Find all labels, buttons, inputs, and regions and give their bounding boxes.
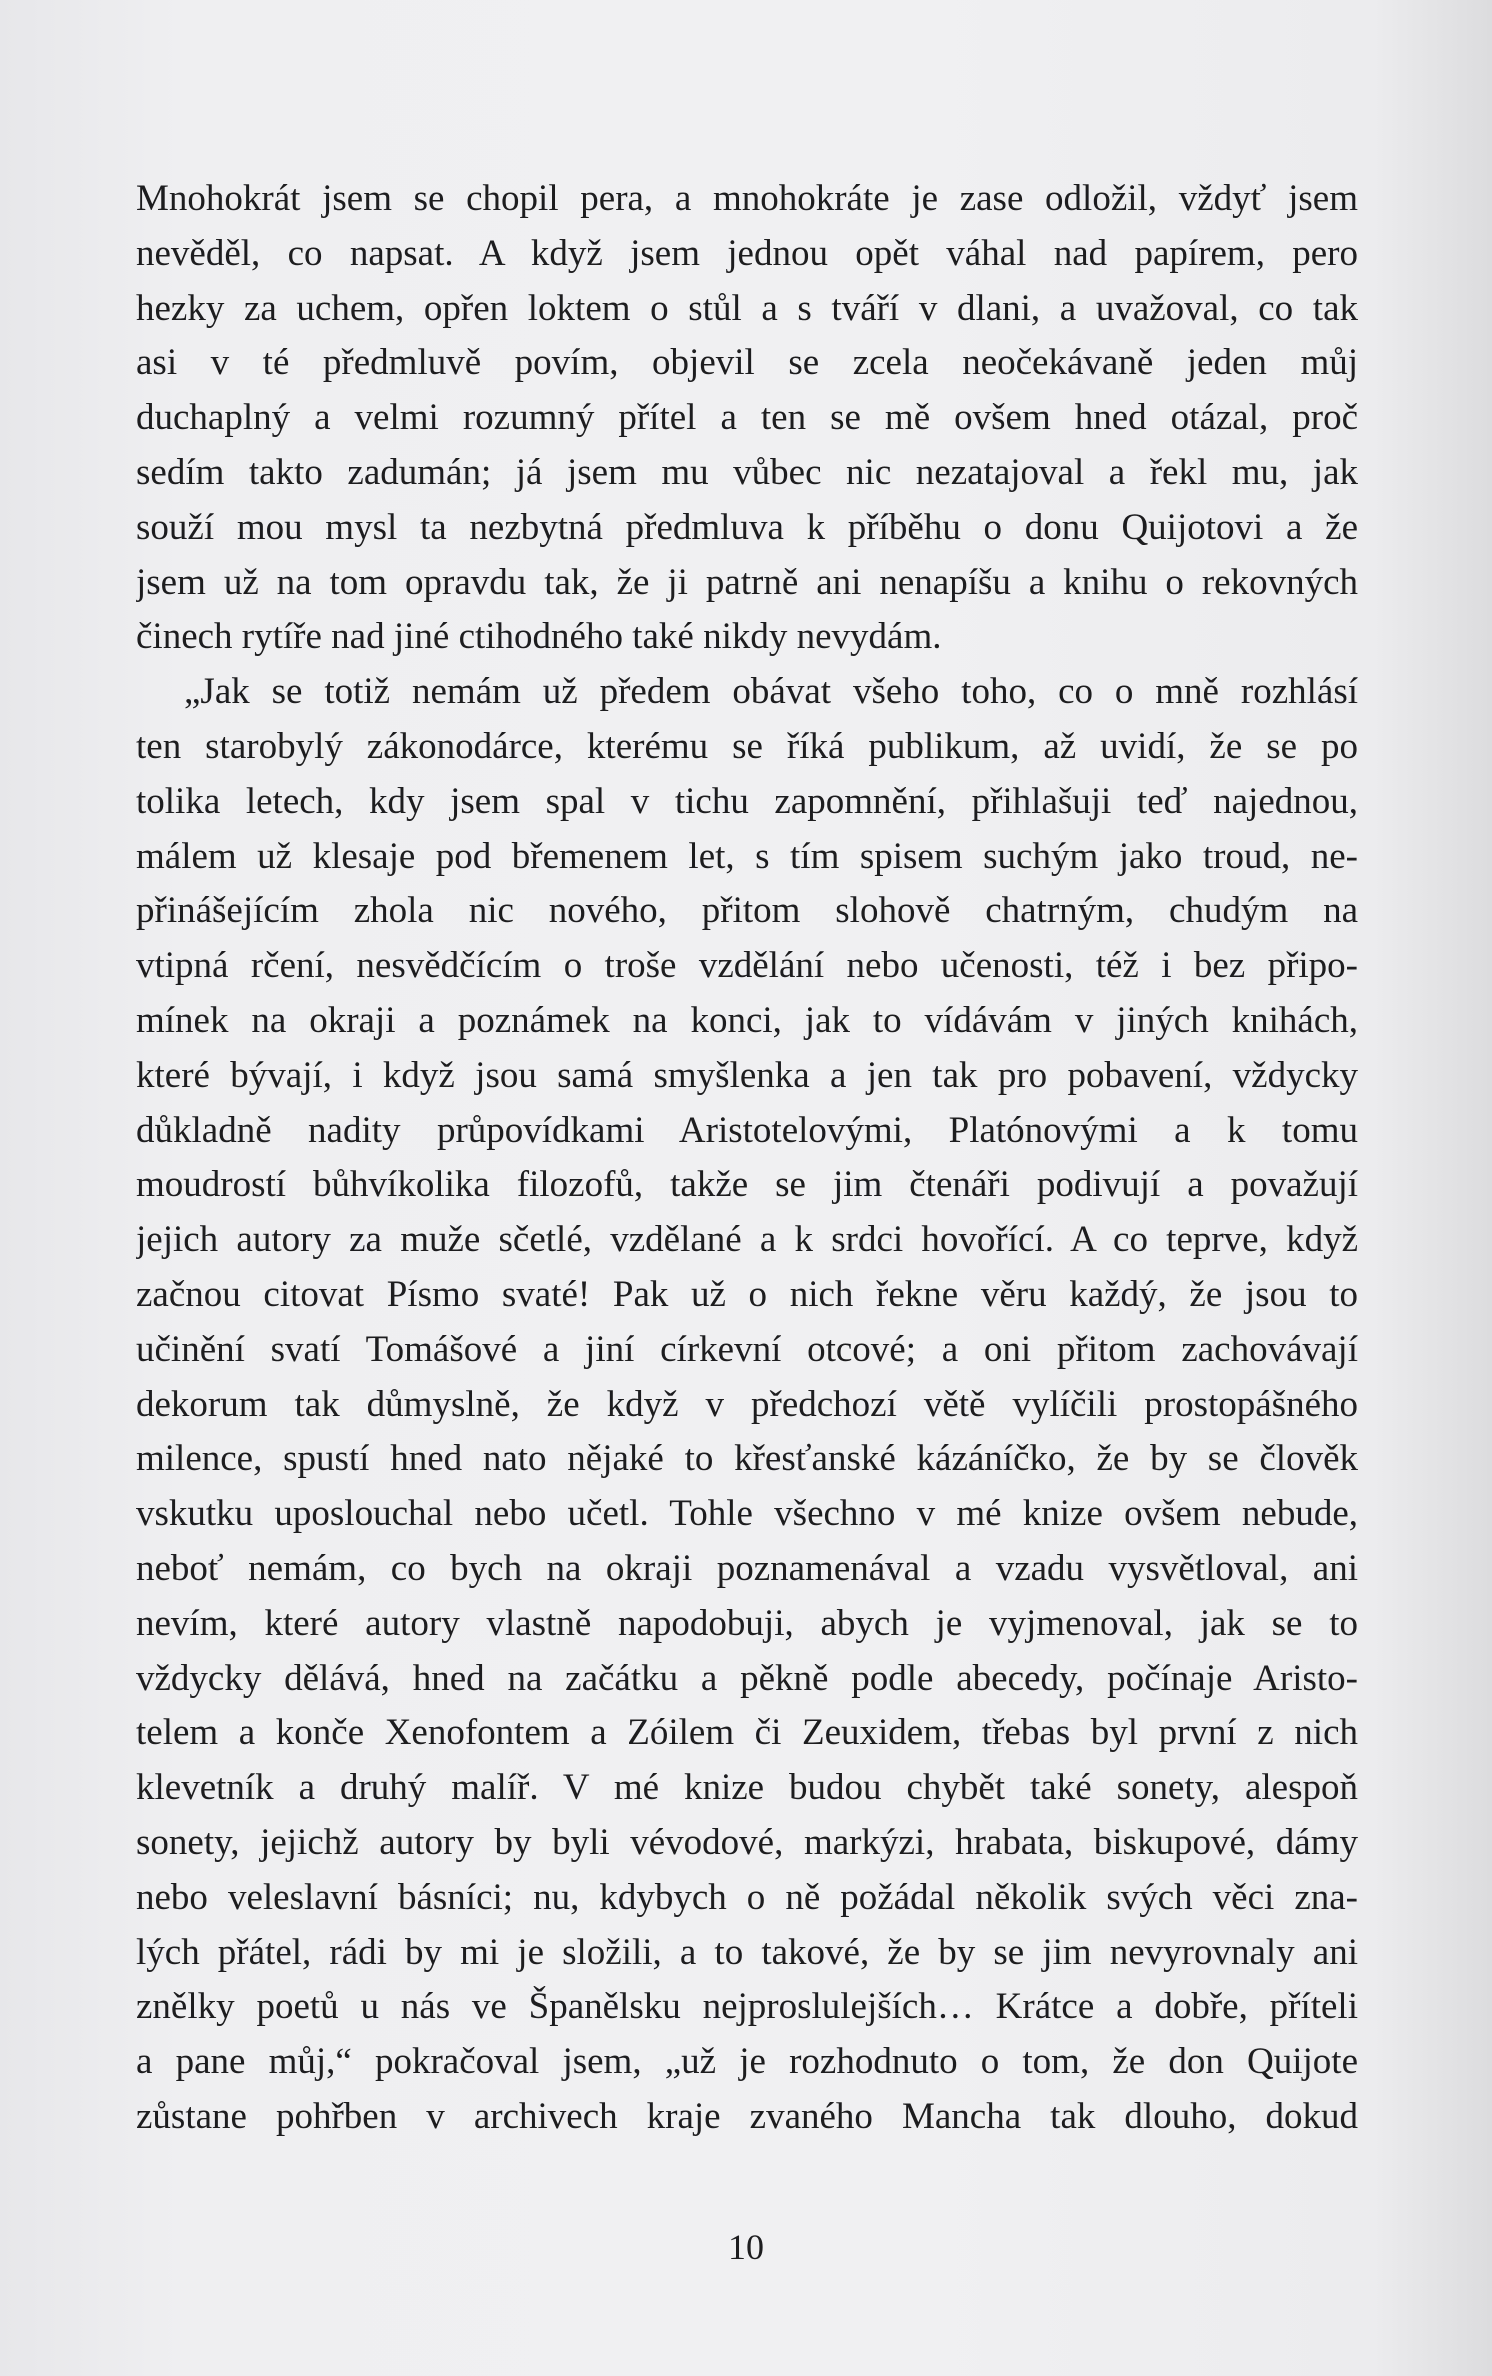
text-line: hezky za uchem, opřen loktem o stůl a s tváří v dlani, a uvažoval, co tak: [136, 287, 1358, 329]
paragraph-start-line: „Jak se totiž nemám už předem obávat všeho toho, co o mně rozhlásí: [184, 671, 1358, 713]
text-line: málem už klesaje pod břemenem let, s tím spisem suchým jako troud, ne-: [136, 835, 1358, 877]
text-line: moudrostí bůhvíkolika filozofů, takže se jim čtenáři podivují a považují: [136, 1164, 1358, 1206]
text-line: duchaplný a velmi rozumný přítel a ten se mě ovšem hned otázal, proč: [136, 397, 1358, 439]
text-line: sonety, jejichž autory by byli vévodové, markýzi, hrabata, biskupové, dámy: [136, 1821, 1358, 1863]
text-line: nebo veleslavní básníci; nu, kdybych o ně požádal několik svých věci zna-: [136, 1876, 1358, 1918]
text-line: a pane můj,“ pokračoval jsem, „už je rozhodnuto o tom, že don Quijote: [136, 2041, 1358, 2083]
text-line: tolika letech, kdy jsem spal v tichu zapomnění, přihlašuji teď najednou,: [136, 780, 1358, 822]
text-line: ten starobylý zákonodárce, kterému se říká publikum, až uvidí, že se po: [136, 725, 1358, 767]
text-line: učinění svatí Tomášové a jiní církevní otcové; a oni přitom zachovávají: [136, 1328, 1358, 1370]
text-line: Mnohokrát jsem se chopil pera, a mnohokráte je zase odložil, vždyť jsem: [136, 178, 1358, 219]
text-line: zůstane pohřben v archivech kraje zvaného Mancha tak dlouho, dokud: [136, 2095, 1358, 2137]
text-line: neboť nemám, co bych na okraji poznamenával a vzadu vysvětloval, ani: [136, 1547, 1358, 1589]
page-number: 10: [728, 2227, 764, 2267]
text-line: milence, spustí hned nato nějaké to křesťanské kázáníčko, že by se člověk: [136, 1438, 1358, 1480]
text-line: začnou citovat Písmo svaté! Pak už o nich řekne věru každý, že jsou to: [136, 1273, 1358, 1315]
text-line: souží mou mysl ta nezbytná předmluva k příběhu o donu Quijotovi a že: [136, 506, 1358, 548]
text-line: mínek na okraji a poznámek na konci, jak to vídávám v jiných knihách,: [136, 999, 1358, 1041]
text-line: vtipná rčení, nesvědčícím o troše vzdělání nebo učenosti, též i bez připo-: [136, 945, 1358, 987]
paragraph-end-line: činech rytíře nad jiné ctihodného také nikdy nevydám.: [136, 616, 942, 658]
text-line: důkladně nadity průpovídkami Aristotelovými, Platónovými a k tomu: [136, 1109, 1358, 1151]
text-line: lých přátel, rádi by mi je složili, a to takové, že by se jim nevyrovnaly ani: [136, 1931, 1358, 1973]
text-line: jsem už na tom opravdu tak, že ji patrně ani nenapíšu a knihu o rekovných: [136, 561, 1358, 603]
text-line: klevetník a druhý malíř. V mé knize budou chybět také sonety, alespoň: [136, 1767, 1358, 1809]
text-line: nevěděl, co napsat. A když jsem jednou opět váhal nad papírem, pero: [136, 232, 1358, 274]
text-line: sedím takto zadumán; já jsem mu vůbec nic nezatajoval a řekl mu, jak: [136, 451, 1358, 493]
text-line: dekorum tak důmyslně, že když v předchozí větě vylíčili prostopášného: [136, 1383, 1358, 1425]
text-line: přinášejícím zhola nic nového, přitom slohově chatrným, chudým na: [136, 890, 1358, 932]
body-text: [136, 172, 1358, 2145]
text-line: asi v té předmluvě povím, objevil se zcela neočekávaně jeden můj: [136, 342, 1358, 384]
text-line: které bývají, i když jsou samá smyšlenka a jen tak pro pobavení, vždycky: [136, 1054, 1358, 1096]
text-line: nevím, které autory vlastně napodobuji, abych je vyjmenoval, jak se to: [136, 1602, 1358, 1644]
text-line: jejich autory za muže sčetlé, vzdělané a k srdci hovořící. A co teprve, když: [136, 1219, 1358, 1261]
text-line: vskutku uposlouchal nebo učetl. Tohle všechno v mé knize ovšem nebude,: [136, 1493, 1358, 1535]
text-line: vždycky dělává, hned na začátku a pěkně podle abecedy, počínaje Aristo-: [136, 1657, 1358, 1699]
text-line: znělky poetů u nás ve Španělsku nejproslulejších… Krátce a dobře, příteli: [136, 1986, 1358, 2028]
text-line: telem a konče Xenofontem a Zóilem či Zeuxidem, třebas byl první z nich: [136, 1712, 1358, 1754]
